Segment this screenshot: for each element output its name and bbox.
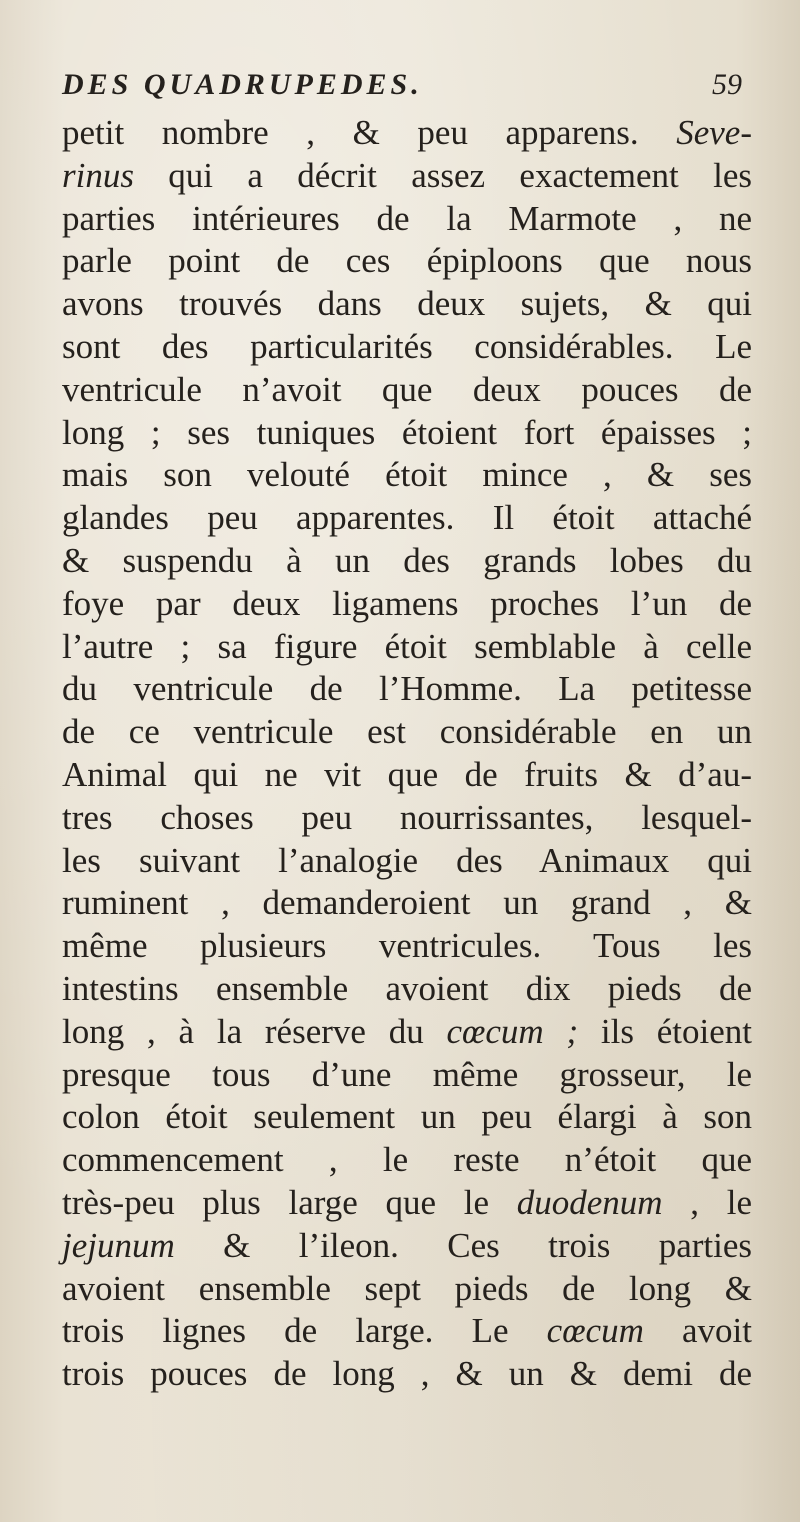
text-line — [62, 497, 752, 540]
text-line — [62, 626, 752, 669]
page-header — [62, 66, 742, 116]
italic-term: duodenum — [516, 1182, 663, 1222]
text-line — [62, 583, 752, 626]
text-run: parle point de ces épiploons que nous — [62, 241, 752, 281]
text-run: commencement , le reste n’étoit que — [62, 1140, 752, 1180]
text-run: colon étoit seulement un peu élargi à son — [62, 1097, 752, 1137]
page-number: 59 — [712, 68, 742, 101]
text-line — [62, 412, 752, 455]
text-run: même plusieurs ventricules. Tous les — [62, 926, 752, 966]
text-run: trois pouces de long , & un & demi de — [62, 1354, 752, 1394]
text-line — [62, 1353, 752, 1396]
body-text — [62, 112, 752, 1396]
text-line — [62, 925, 752, 968]
text-run: qui a décrit assez exactement les — [133, 155, 752, 195]
text-line — [62, 240, 752, 283]
text-run: glandes peu apparentes. Il étoit attaché — [62, 498, 752, 538]
text-line — [62, 540, 752, 583]
text-run: avoient ensemble sept pieds de long & — [62, 1268, 752, 1308]
text-run: & l’ileon. Ces trois parties — [174, 1225, 752, 1265]
text-line — [62, 711, 752, 754]
text-line — [62, 1310, 752, 1353]
text-run: long , à la réserve du — [62, 1011, 447, 1051]
text-line — [62, 840, 752, 883]
text-run: avons trouvés dans deux sujets, & qui — [62, 284, 752, 324]
text-run: mais son velouté étoit mince , & ses — [62, 455, 752, 495]
text-line — [62, 754, 752, 797]
text-line — [62, 326, 752, 369]
text-run: avoit — [643, 1311, 753, 1351]
text-line — [62, 283, 752, 326]
text-run: Animal qui ne vit que de fruits & d’au- — [62, 754, 752, 794]
text-run: l’autre ; sa figure étoit semblable à celle — [62, 626, 752, 666]
text-run: tres choses peu nourrissantes, lesquel- — [62, 797, 752, 837]
text-line — [62, 1139, 752, 1182]
text-run: parties intérieures de la Marmote , ne — [62, 198, 752, 238]
italic-term: cœcum ; — [446, 1011, 579, 1051]
text-line — [62, 882, 752, 925]
text-run: , le — [662, 1182, 752, 1222]
italic-term: rinus — [62, 155, 134, 195]
text-run: de ce ventricule est considérable en un — [62, 712, 752, 752]
italic-term: cœcum — [546, 1311, 644, 1351]
text-run: très-peu plus large que le — [62, 1182, 517, 1222]
text-run: du ventricule de l’Homme. La petitesse — [62, 669, 752, 709]
text-run: & suspendu à un des grands lobes du — [62, 540, 752, 580]
italic-term: jejunum — [62, 1225, 175, 1265]
text-line — [62, 1011, 752, 1054]
text-run: ruminent , demanderoient un grand , & — [62, 883, 752, 923]
text-line — [62, 454, 752, 497]
text-line — [62, 155, 752, 198]
text-run: les suivant l’analogie des Animaux qui — [62, 840, 752, 880]
text-run: presque tous d’une même grosseur, le — [62, 1054, 752, 1094]
text-line — [62, 1268, 752, 1311]
text-run: trois lignes de large. Le — [62, 1311, 547, 1351]
text-run: long ; ses tuniques étoient fort épaisses ; — [62, 412, 752, 452]
text-line — [62, 1225, 752, 1268]
text-run: petit nombre , & peu apparens. — [62, 113, 677, 152]
text-line — [62, 112, 752, 155]
italic-term: Seve- — [676, 113, 752, 152]
text-run: ils étoient — [578, 1011, 752, 1051]
text-line — [62, 968, 752, 1011]
text-run: intestins ensemble avoient dix pieds de — [62, 968, 752, 1008]
text-line — [62, 1182, 752, 1225]
text-run: foye par deux ligamens proches l’un de — [62, 583, 752, 623]
text-line — [62, 797, 752, 840]
text-line — [62, 1054, 752, 1097]
text-line — [62, 668, 752, 711]
text-line — [62, 198, 752, 241]
text-run: ventricule n’avoit que deux pouces de — [62, 369, 752, 409]
text-line — [62, 1096, 752, 1139]
running-title: DES QUADRUPEDES. — [62, 68, 423, 101]
text-line — [62, 369, 752, 412]
text-run: sont des particularités considérables. Le — [62, 326, 752, 366]
